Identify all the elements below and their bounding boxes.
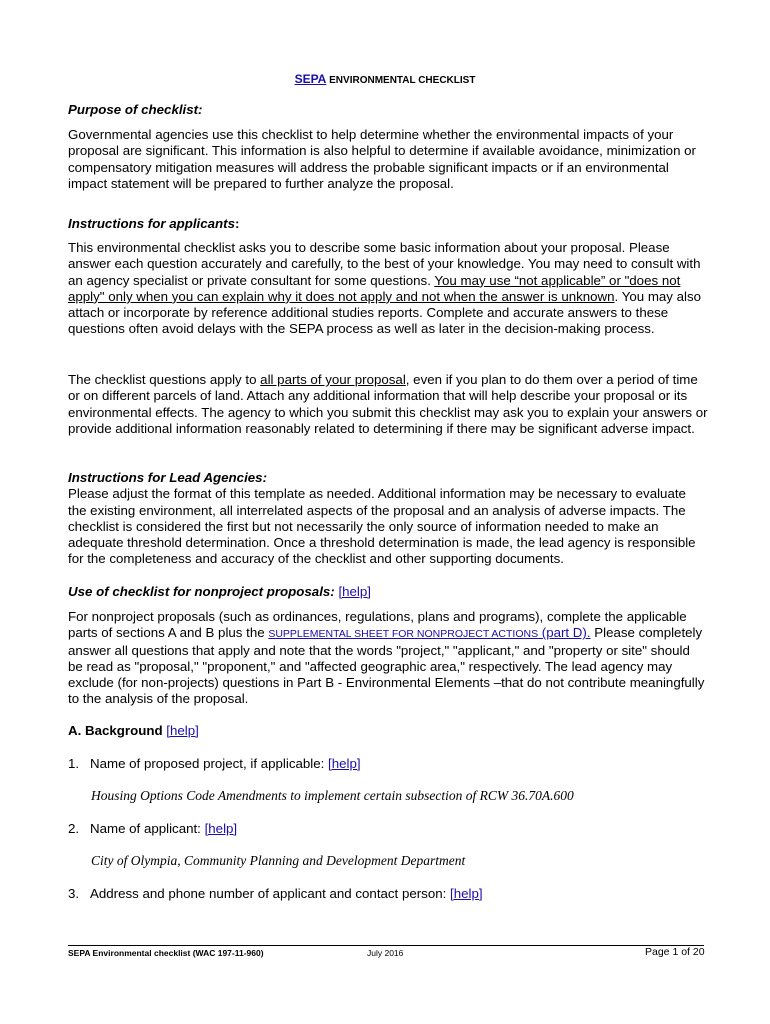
- applicants-paragraph-1: This environmental checklist asks you to describe some basic information about your proposal. Please answer each question accurately and carefully, to the best of your knowledge. You may need to consult with an agency specialist or private consultant for some questions. You may use “not applicable” or "does not apply" only when you can explain why it does not apply and not when the answer is unknown. You may also attach or incorporate by reference additional studies reports. Complete and accurate answers to these questions often avoid delays with the SEPA process as well as later in the decision-making process.: [68, 240, 702, 337]
- sepa-link[interactable]: SEPA: [294, 72, 327, 86]
- footer-date: July 2016: [367, 948, 404, 958]
- question-3-help-link[interactable]: [help]: [450, 886, 483, 901]
- supplemental-sheet-link[interactable]: SUPPLEMENTAL SHEET FOR NONPROJECT ACTIONS: [268, 628, 539, 641]
- question-1-answer: Housing Options Code Amendments to implement certain subsection of RCW 36.70A.600: [91, 788, 574, 803]
- lead-agencies-text: Please adjust the format of this template as needed. Additional information may be necessary to evaluate the existing environment, all interrelated aspects of the proposal and an analysis of adverse impacts. The checklist is considered the first but not necessarily the only source of information needed to make an adequate threshold determination. Once a threshold determination is made, the lead agency is responsible for the completeness and accuracy of the checklist and other supporting documents.: [68, 486, 696, 567]
- question-3: 3. Address and phone number of applicant and contact person: [help]: [68, 886, 483, 901]
- lead-agencies-section: [68, 470, 708, 568]
- lead-agencies-heading: Instructions for Lead Agencies:: [68, 470, 267, 485]
- footer-page-number: Page 1 of 20: [645, 946, 705, 958]
- question-1-help-link[interactable]: [help]: [328, 756, 361, 771]
- applicants-paragraph-2: The checklist questions apply to all parts of your proposal, even if you plan to do them over a period of time or on different parcels of land. Attach any additional information that will help describe your proposal or its environmental effects. The agency to which you submit this checklist may ask you to explain your answers or provide additional information reasonably related to determining if there may be significant adverse impact.: [68, 372, 708, 436]
- section-a-heading: A. Background [help]: [68, 723, 199, 738]
- footer-divider: [68, 945, 704, 946]
- title-text: ENVIRONMENTAL CHECKLIST: [326, 75, 476, 86]
- nonproject-help-link[interactable]: [help]: [338, 584, 371, 599]
- part-d-link[interactable]: (part D).: [538, 625, 591, 641]
- page-title: [0, 72, 770, 86]
- footer-left: SEPA Environmental checklist (WAC 197-11-960): [68, 948, 264, 958]
- purpose-heading: Purpose of checklist:: [68, 102, 203, 117]
- purpose-text: Governmental agencies use this checklist to help determine whether the environmental impacts of your proposal are significant. This information is also helpful to determine if available avoidance, minimization or compensatory mitigation measures will address the probable significant impacts or if an environmental impact statement will be prepared to further analyze the proposal.: [68, 127, 696, 191]
- nonproject-heading: Use of checklist for nonproject proposals: [help]: [68, 584, 371, 599]
- nonproject-text: For nonproject proposals (such as ordinances, regulations, plans and programs), complete the applicable parts of sections A and B plus the SUPPLEMENTAL SHEET FOR NONPROJECT ACTIONS (part D). Please completely answer all questions that apply and note that the words "project," "applicant," and "property or site" should be read as "proposal," "proponent," and "affected geographic area," respectively. The lead agency may exclude (for non-projects) questions in Part B - Environmental Elements –that do not contribute meaningfully to the analysis of the proposal.: [68, 609, 705, 707]
- question-1: 1. Name of proposed project, if applicable: [help]: [68, 756, 361, 771]
- question-2: 2. Name of applicant: [help]: [68, 821, 238, 836]
- section-a-help-link[interactable]: [help]: [166, 723, 199, 738]
- question-2-answer: City of Olympia, Community Planning and Development Department: [91, 853, 466, 868]
- question-2-help-link[interactable]: [help]: [204, 821, 238, 836]
- applicants-heading: Instructions for applicants:: [68, 216, 240, 231]
